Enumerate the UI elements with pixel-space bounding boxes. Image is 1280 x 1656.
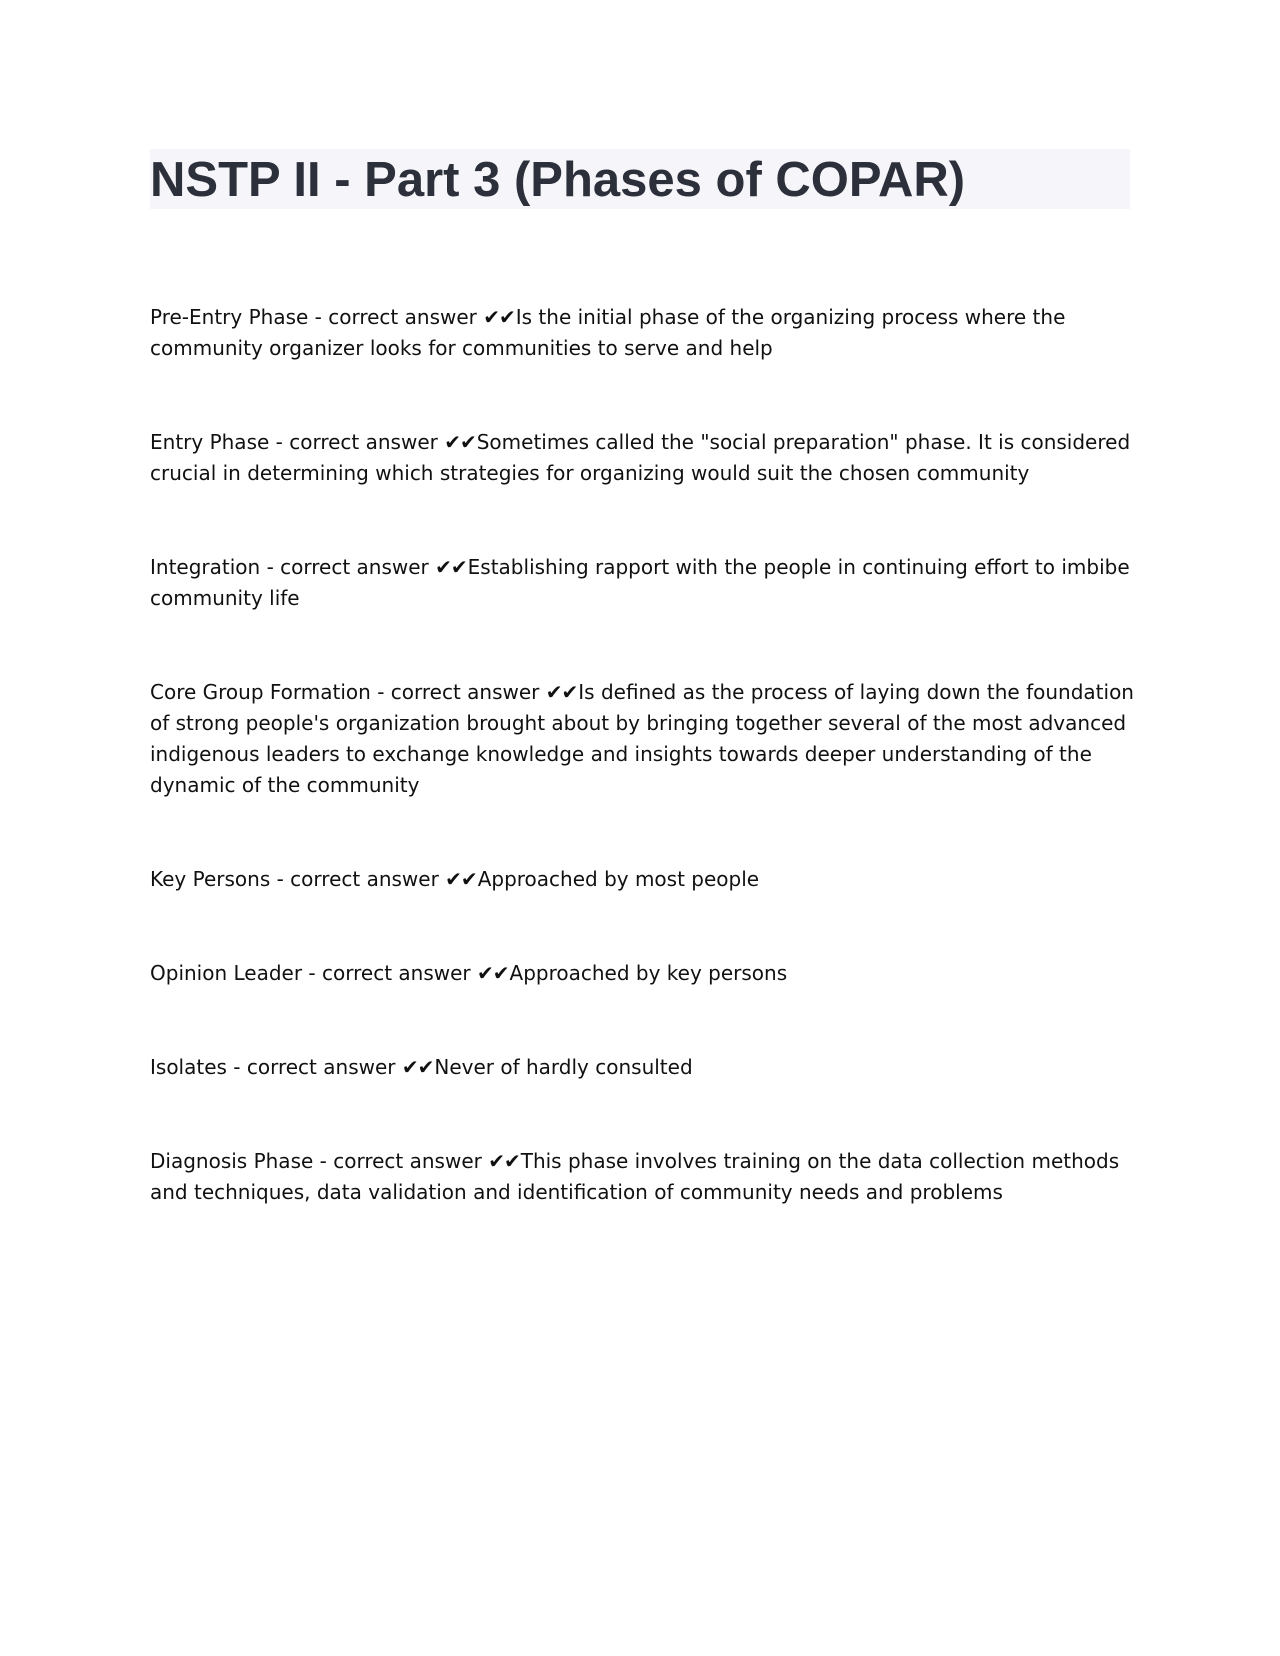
entry [150,427,1135,489]
entry [150,1146,1135,1208]
entry-term: Entry Phase [150,430,270,454]
entry [150,552,1135,614]
entry-separator: - correct answer [260,555,436,579]
entry-term: Isolates [150,1055,227,1079]
entry-separator: - correct answer [370,680,546,704]
entry-definition: This phase involves training on the data collection methods and techniques, data validation and identification of community needs and problems [150,1149,1120,1204]
entry-separator: - correct answer [226,1055,402,1079]
entry-term: Opinion Leader [150,961,303,985]
entry [150,864,1135,895]
entry-definition: Is defined as the process of laying down the foundation of strong people's organization brought about by bringing together several of the most advanced indigenous leaders to exchange knowledge and insights towards deeper understanding of the dynamic of the community [150,680,1134,797]
entry-definition: Establishing rapport with the people in continuing effort to imbibe community life [150,555,1130,610]
entry-definition: Approached by most people [477,867,760,891]
entry-list [150,302,1135,1271]
check-mark-icon: ✔✔ [444,430,476,454]
entry-term: Integration [150,555,261,579]
entry-term: Key Persons [150,867,271,891]
check-mark-icon: ✔✔ [477,961,509,985]
entry-term: Core Group Formation [150,680,371,704]
check-mark-icon: ✔✔ [435,555,467,579]
check-mark-icon: ✔✔ [545,680,578,704]
entry-term: Diagnosis Phase [150,1149,314,1173]
entry-definition: Is the initial phase of the organizing process where the community organizer looks for communities to serve and help [150,305,1066,360]
entry-separator: - correct answer [313,1149,489,1173]
entry-separator: - correct answer [302,961,477,985]
entry [150,677,1135,801]
entry-term: Pre-Entry Phase [150,305,309,329]
page-title: NSTP II - Part 3 (Phases of COPAR) [150,153,966,207]
entry-separator: - correct answer [269,430,445,454]
entry-definition: Never of hardly consulted [434,1055,693,1079]
entry [150,958,1135,989]
check-mark-icon: ✔✔ [401,1055,434,1079]
entry-definition: Sometimes called the "social preparation" phase. It is considered crucial in determining which strategies for organizing would suit the chosen community [150,430,1131,485]
check-mark-icon: ✔✔ [488,1149,520,1173]
entry-separator: - correct answer [308,305,484,329]
entry-definition: Approached by key persons [509,961,788,985]
entry-separator: - correct answer [270,867,446,891]
check-mark-icon: ✔✔ [483,305,515,329]
check-mark-icon: ✔✔ [445,867,477,891]
entry [150,1052,1135,1083]
entry [150,302,1135,364]
